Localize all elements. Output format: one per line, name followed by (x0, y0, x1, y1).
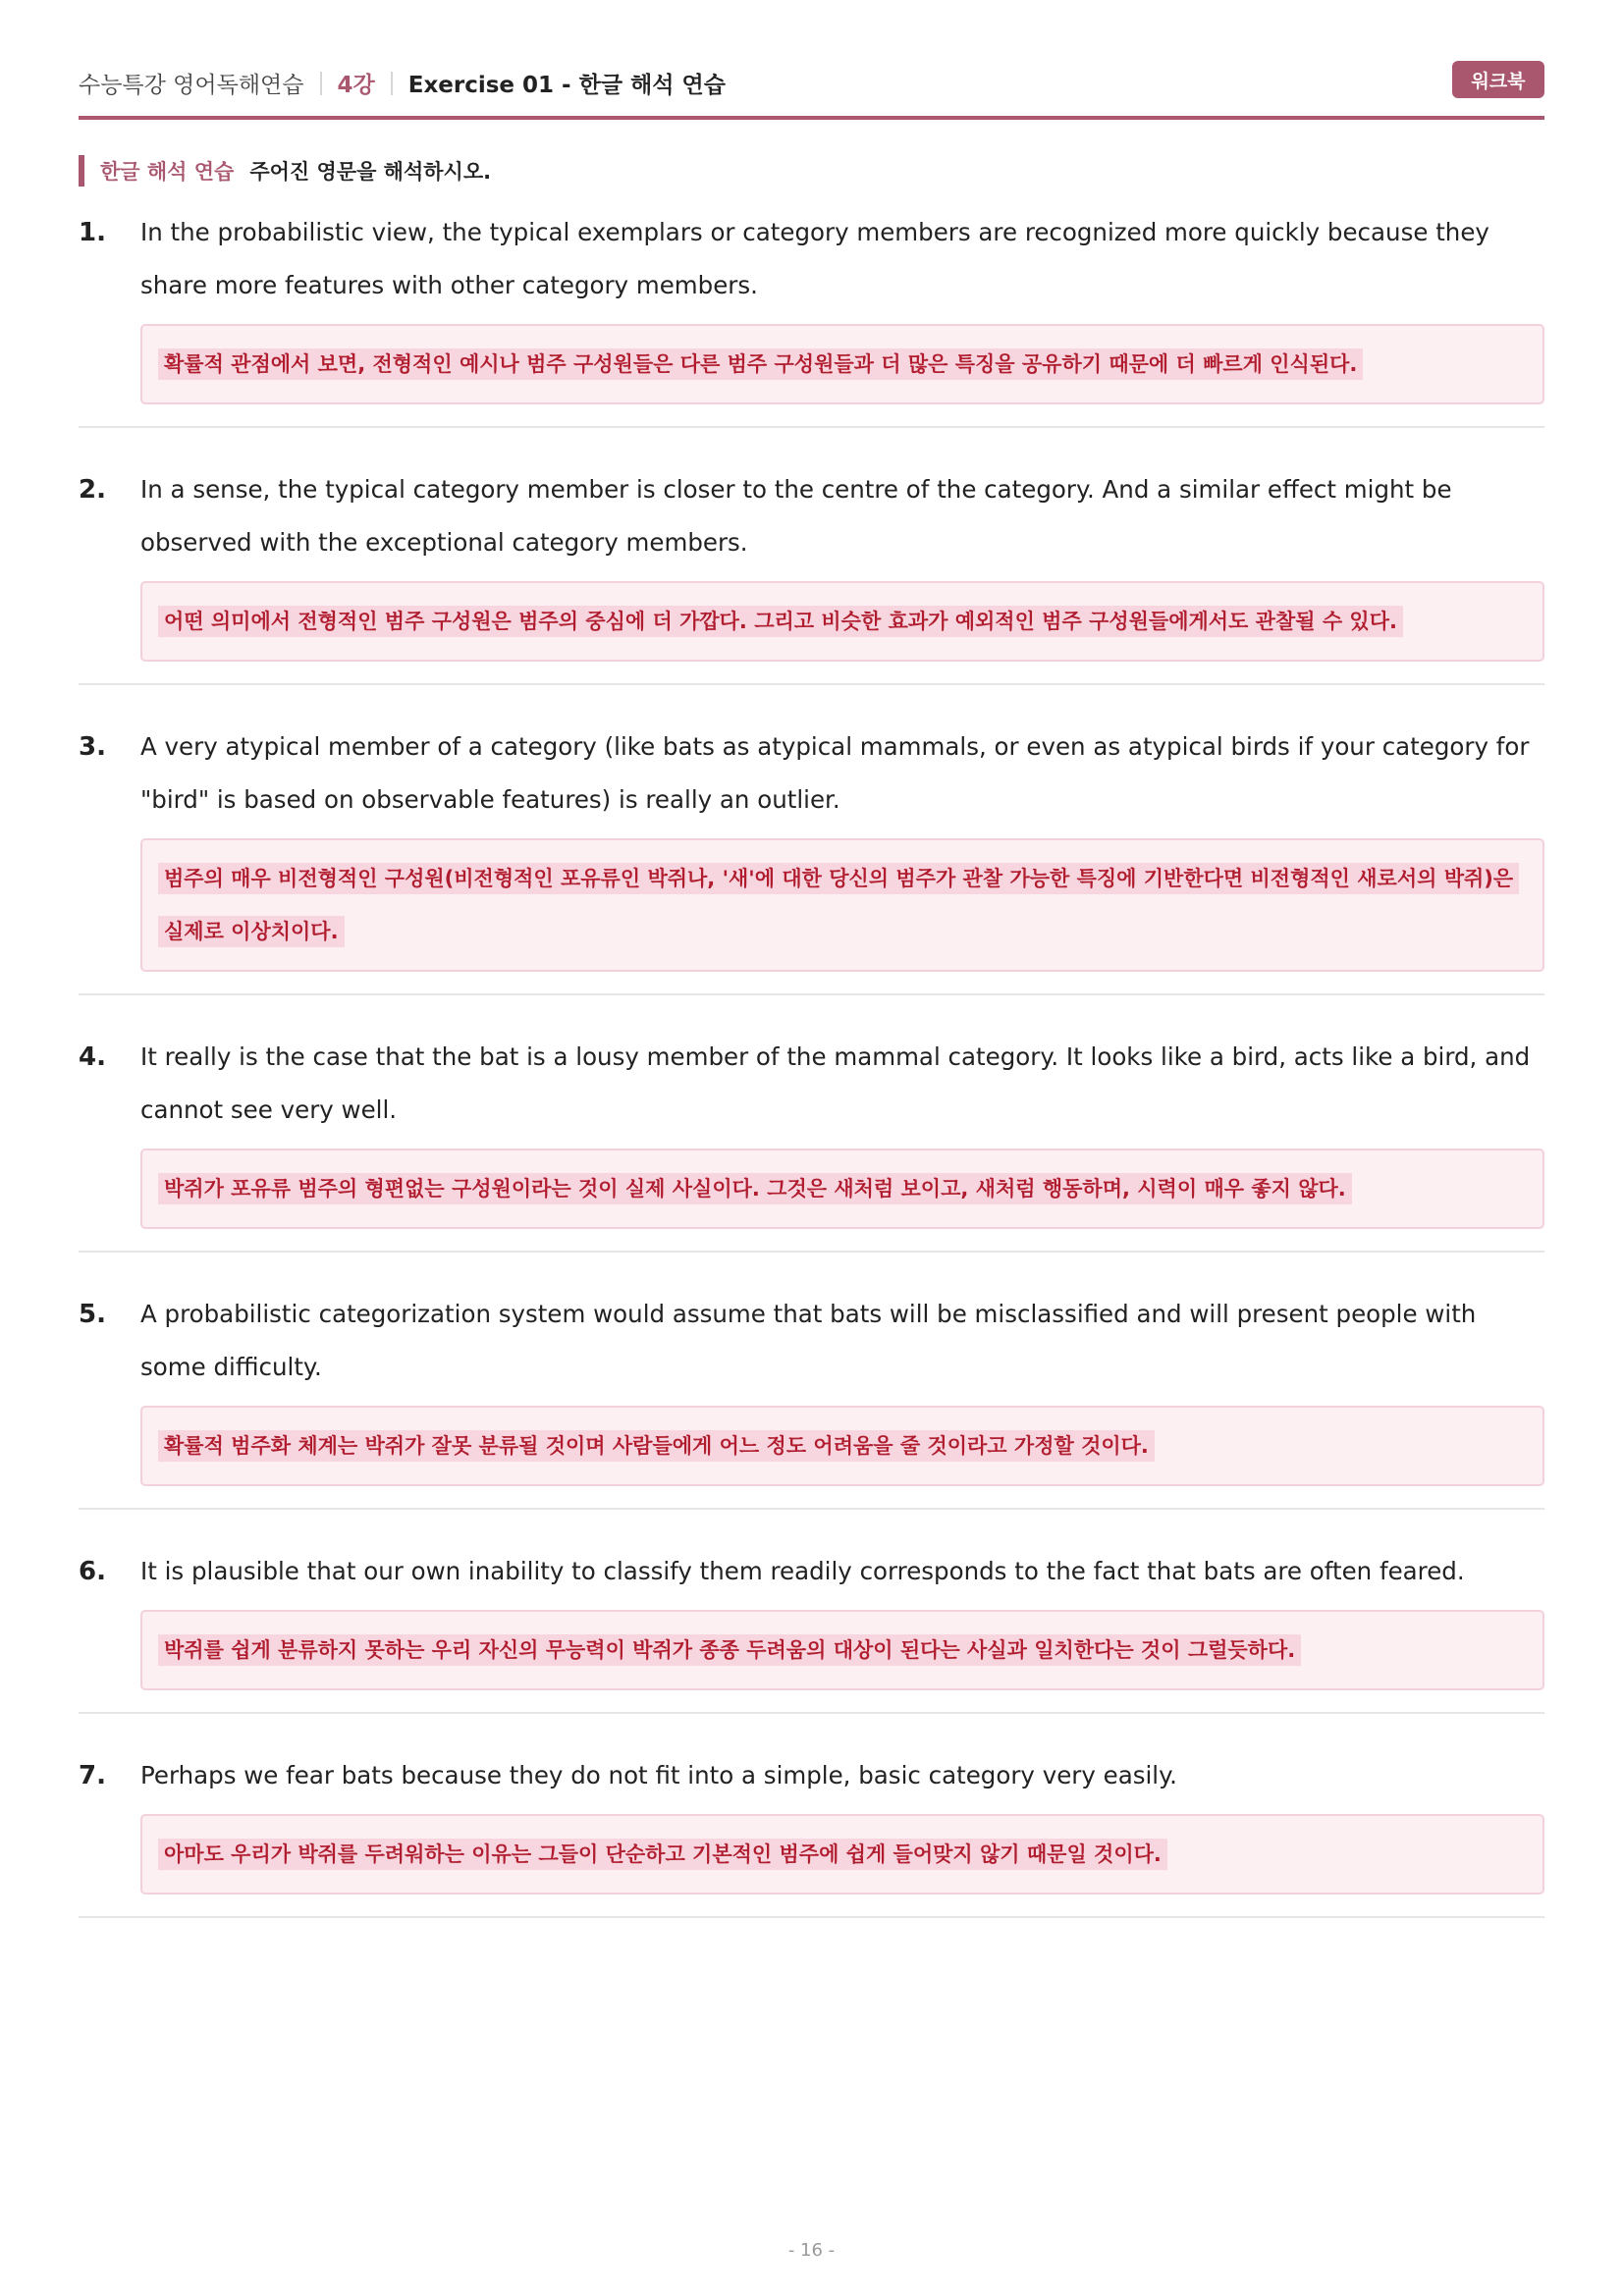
translation-box (140, 838, 1544, 972)
exercise-item (79, 1545, 1544, 1714)
korean-translation: 박쥐를 쉽게 분류하지 못하는 우리 자신의 무능력이 박쥐가 종종 두려움의 대상이 된다는 사실과 일치한다는 것이 그럴듯하다. (158, 1634, 1301, 1666)
header-divider (391, 72, 393, 95)
korean-translation: 아마도 우리가 박쥐를 두려워하는 이유는 그들이 단순하고 기본적인 범주에 쉽게 들어맞지 않기 때문일 것이다. (158, 1839, 1167, 1870)
item-number: 7. (79, 1761, 106, 1790)
item-number: 3. (79, 732, 106, 762)
korean-translation: 확률적 관점에서 보면, 전형적인 예시나 범주 구성원들은 다른 범주 구성원들과 더 많은 특징을 공유하기 때문에 더 빠르게 인식된다. (158, 348, 1363, 380)
item-number: 1. (79, 218, 106, 247)
book-title: 수능특강 영어독해연습 (79, 73, 304, 98)
korean-translation: 어떤 의미에서 전형적인 범주 구성원은 범주의 중심에 더 가깝다. 그리고 비슷한 효과가 예외적인 범주 구성원들에게서도 관찰될 수 있다. (158, 606, 1403, 637)
translation-box (140, 1148, 1544, 1229)
item-number: 6. (79, 1557, 106, 1586)
workbook-badge: 워크북 (1452, 61, 1544, 98)
exercise-item (79, 463, 1544, 685)
header-divider (320, 72, 322, 95)
english-sentence: A very atypical member of a category (like bats as atypical mammals, or even as atypical birds if your category for "bird" is based on observable features) is really an outlier. (140, 732, 1530, 814)
translation-box (140, 1610, 1544, 1690)
exercise-item (79, 1749, 1544, 1918)
korean-translation: 박쥐가 포유류 범주의 형편없는 구성원이라는 것이 실제 사실이다. 그것은 새처럼 보이고, 새처럼 행동하며, 시력이 매우 좋지 않다. (158, 1173, 1352, 1204)
korean-translation: 확률적 범주화 체계는 박쥐가 잘못 분류될 것이며 사람들에게 어느 정도 어려움을 줄 것이라고 가정할 것이다. (158, 1430, 1155, 1462)
translation-box (140, 1814, 1544, 1895)
section-heading (79, 155, 491, 187)
english-sentence: A probabilistic categorization system would assume that bats will be misclassified and will present people with some difficulty. (140, 1300, 1477, 1381)
english-sentence: In the probabilistic view, the typical exemplars or category members are recognized more quickly because they share more features with other category members. (140, 218, 1489, 299)
item-number: 2. (79, 475, 106, 505)
translation-box (140, 324, 1544, 404)
english-sentence: It is plausible that our own inability to classify them readily corresponds to the fact that bats are often feared. (140, 1557, 1465, 1585)
english-sentence: Perhaps we fear bats because they do not fit into a simple, basic category very easily. (140, 1761, 1177, 1789)
exercise-item (79, 1031, 1544, 1253)
english-sentence: It really is the case that the bat is a lousy member of the mammal category. It looks like a bird, acts like a bird, and cannot see very well. (140, 1042, 1531, 1124)
exercise-item (79, 206, 1544, 428)
exercise-title: Exercise 01 - 한글 해석 연습 (407, 73, 726, 98)
page-number: - 16 - (787, 2240, 836, 2261)
item-number: 4. (79, 1042, 106, 1072)
translation-box (140, 1406, 1544, 1486)
header-breadcrumb (79, 67, 726, 99)
lesson-number: 4강 (337, 73, 375, 98)
korean-translation: 범주의 매우 비전형적인 구성원(비전형적인 포유류인 박쥐나, '새'에 대한 당신의 범주가 관찰 가능한 특징에 기반한다면 비전형적인 새로서의 박쥐)은 실제로 이상치이다. (158, 863, 1519, 947)
translation-box (140, 581, 1544, 662)
exercise-item (79, 721, 1544, 995)
page-header (79, 59, 1544, 120)
exercise-item (79, 1288, 1544, 1510)
section-instruction: 주어진 영문을 해석하시오. (249, 160, 492, 184)
item-number: 5. (79, 1300, 106, 1329)
exercise-list (79, 206, 1544, 1953)
section-label: 한글 해석 연습 (100, 160, 235, 184)
english-sentence: In a sense, the typical category member is closer to the centre of the category. And a similar effect might be observed with the exceptional category members. (140, 475, 1452, 557)
